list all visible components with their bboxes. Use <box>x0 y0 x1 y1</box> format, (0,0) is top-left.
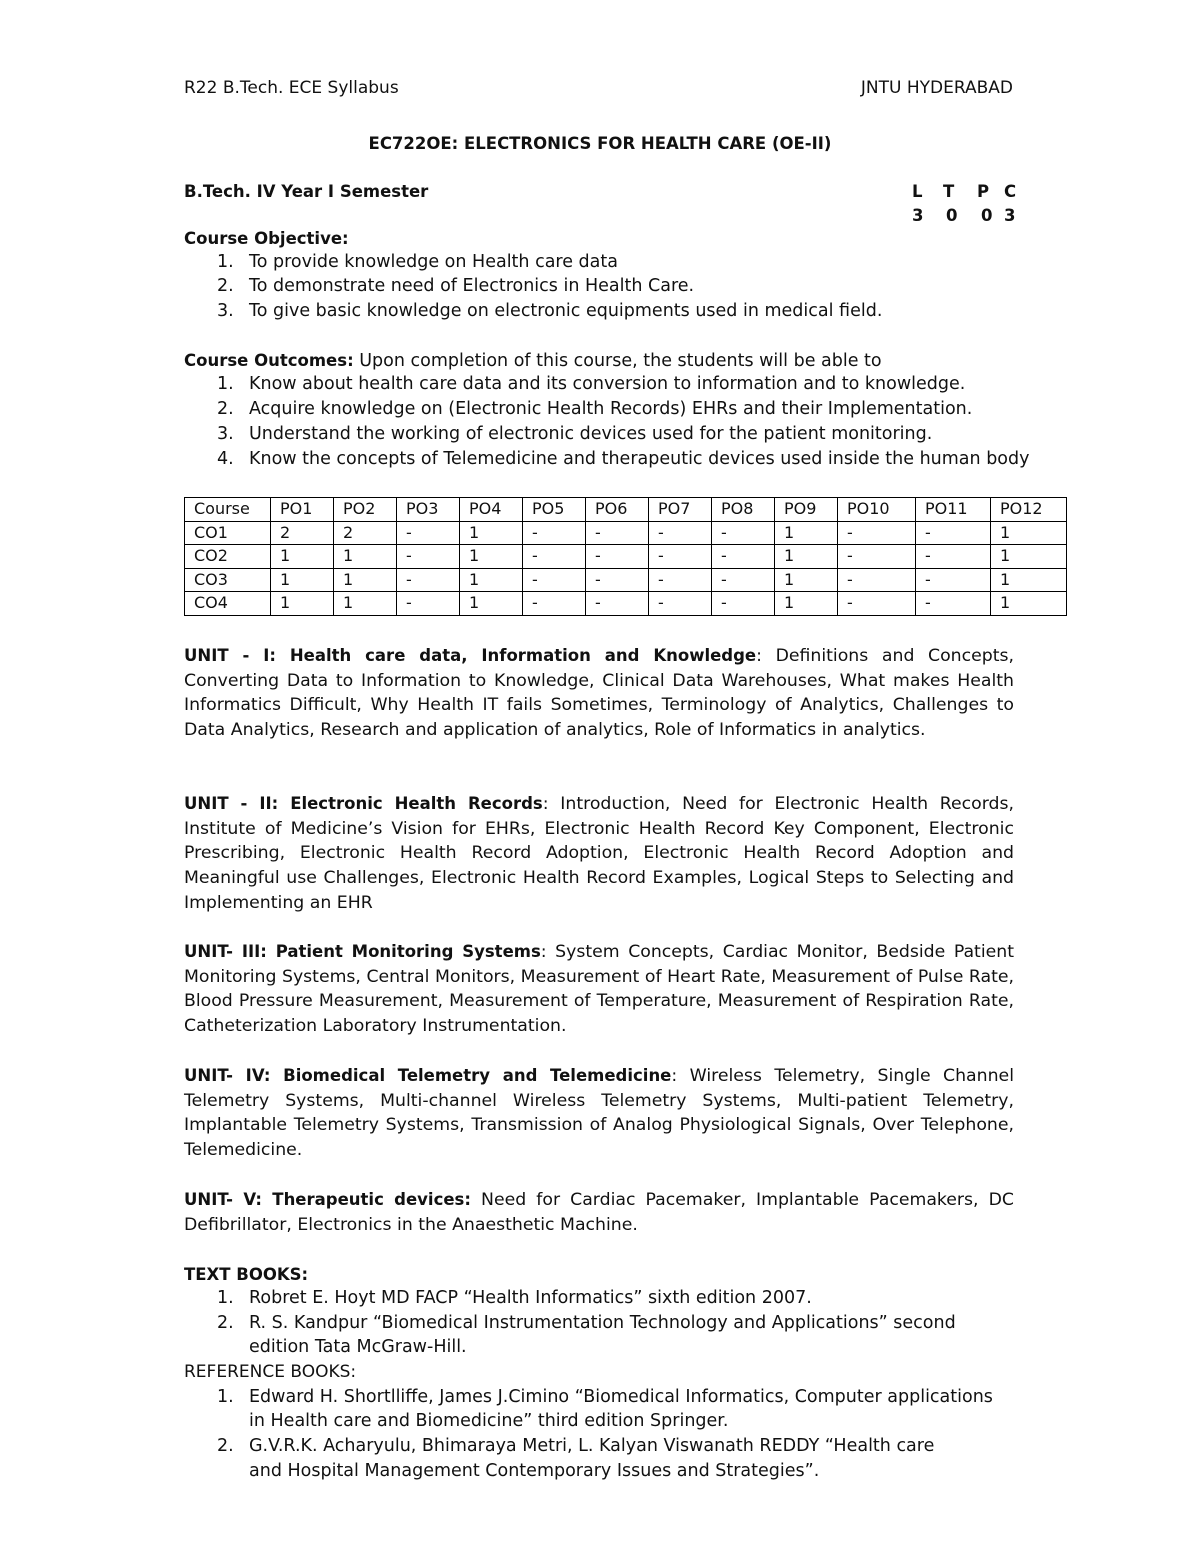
table-cell: - <box>523 545 586 569</box>
running-header-left: R22 B.Tech. ECE Syllabus <box>184 78 399 98</box>
table-row <box>185 545 1067 569</box>
table-cell: CO2 <box>185 545 271 569</box>
table-cell: - <box>586 592 649 616</box>
table-cell: - <box>397 521 460 545</box>
table-cell: 2 <box>334 521 397 545</box>
table-header-cell: PO2 <box>334 498 397 522</box>
table-cell: - <box>649 521 712 545</box>
table-cell: - <box>586 545 649 569</box>
table-cell: - <box>523 521 586 545</box>
semester-label: B.Tech. IV Year I Semester <box>184 182 429 201</box>
ltpc-label-c: C <box>1004 182 1017 201</box>
text-book-item: 1. Robret E. Hoyt MD FACP “Health Informatics” sixth edition 2007. <box>217 1288 812 1308</box>
unit-1-heading: UNIT - I: Health care data, Information and Knowledge <box>184 646 757 665</box>
table-cell: 1 <box>775 545 838 569</box>
table-cell: CO4 <box>185 592 271 616</box>
table-cell: - <box>838 592 916 616</box>
table-header-cell: PO6 <box>586 498 649 522</box>
table-cell: - <box>712 592 775 616</box>
table-header-cell: Course <box>185 498 271 522</box>
outcome-item: 2. Acquire knowledge on (Electronic Health Records) EHRs and their Implementation. <box>217 399 973 419</box>
table-cell: CO1 <box>185 521 271 545</box>
table-header-cell: PO8 <box>712 498 775 522</box>
objective-item: 1. To provide knowledge on Health care data <box>217 252 618 272</box>
text-books-heading: TEXT BOOKS: <box>184 1265 309 1284</box>
table-header-cell: PO4 <box>460 498 523 522</box>
table-cell: 1 <box>991 545 1067 569</box>
table-header-cell: PO11 <box>916 498 991 522</box>
table-cell: - <box>397 568 460 592</box>
outcome-item: 1. Know about health care data and its conversion to information and to knowledge. <box>217 374 966 394</box>
table-cell: - <box>523 568 586 592</box>
unit-4-heading: UNIT- IV: Biomedical Telemetry and Telemedicine <box>184 1066 672 1085</box>
reference-book-item-continued: and Hospital Management Contemporary Issues and Strategies”. <box>249 1461 820 1481</box>
course-title: EC722OE: ELECTRONICS FOR HEALTH CARE (OE-II) <box>368 134 832 153</box>
table-cell: - <box>712 545 775 569</box>
unit-4-paragraph: UNIT- IV: Biomedical Telemetry and Telemedicine: Wireless Telemetry, Single Channel Telemetry Systems, Multi-channel Wireless Telemetry Systems, Multi-patient Telemetry, Implantable Telemetry Systems, Transmission of Analog Physiological Signals, Over Telephone, Telemedicine. <box>184 1066 1014 1161</box>
reference-book-item: 2. G.V.R.K. Acharyulu, Bhimaraya Metri, L. Kalyan Viswanath REDDY “Health care <box>217 1436 935 1456</box>
table-cell: 1 <box>460 592 523 616</box>
table-row <box>185 521 1067 545</box>
running-header-right: JNTU HYDERABAD <box>860 78 1013 98</box>
objective-heading: Course Objective: <box>184 229 349 248</box>
table-cell: - <box>397 545 460 569</box>
outcome-item: 4. Know the concepts of Telemedicine and therapeutic devices used inside the human body <box>217 449 1030 469</box>
table-cell: 1 <box>334 545 397 569</box>
table-cell: 2 <box>271 521 334 545</box>
table-cell: - <box>838 545 916 569</box>
table-cell: 1 <box>460 521 523 545</box>
table-header-cell: PO10 <box>838 498 916 522</box>
table-header-row <box>185 498 1067 522</box>
ltpc-label-t: T <box>943 182 955 201</box>
co-po-mapping-table <box>184 497 1067 616</box>
unit-5-paragraph: UNIT- V: Therapeutic devices: Need for Cardiac Pacemaker, Implantable Pacemakers, DC Defibrillator, Electronics in the Anaesthetic Machine. <box>184 1190 1014 1235</box>
table-cell: 1 <box>271 568 334 592</box>
table-cell: 1 <box>775 568 838 592</box>
table-cell: 1 <box>334 592 397 616</box>
table-cell: - <box>649 545 712 569</box>
ltpc-value-l: 3 <box>912 206 924 225</box>
table-header-cell: PO9 <box>775 498 838 522</box>
table-header-cell: PO12 <box>991 498 1067 522</box>
table-row <box>185 592 1067 616</box>
table-header-cell: PO3 <box>397 498 460 522</box>
table-cell: 1 <box>334 568 397 592</box>
unit-1-paragraph: UNIT - I: Health care data, Information and Knowledge: Definitions and Concepts, Converting Data to Information to Knowledge, Clinical Data Warehouses, What makes Health Informatics Difficult, Why Health IT fails Sometimes, Terminology of Analytics, Challenges to Data Analytics, Research and application of analytics, Role of Informatics in analytics. <box>184 646 1015 741</box>
table-cell: 1 <box>460 545 523 569</box>
table-cell: 1 <box>991 521 1067 545</box>
table-cell: - <box>916 545 991 569</box>
reference-book-item-continued: in Health care and Biomedicine” third edition Springer. <box>249 1411 729 1431</box>
table-header-cell: PO5 <box>523 498 586 522</box>
table-cell: 1 <box>271 545 334 569</box>
outcomes-intro: Course Outcomes: Upon completion of this course, the students will be able to <box>184 351 882 371</box>
table-row <box>185 568 1067 592</box>
unit-3-paragraph: UNIT- III: Patient Monitoring Systems: System Concepts, Cardiac Monitor, Bedside Patient Monitoring Systems, Central Monitors, Measurement of Heart Rate, Measurement of Pulse Rate, Blood Pressure Measurement, Measurement of Temperature, Measurement of Respiration Rate, Catheterization Laboratory Instrumentation. <box>184 942 1014 1037</box>
table-cell: - <box>916 521 991 545</box>
ltpc-label-l: L <box>912 182 923 201</box>
table-cell: 1 <box>991 592 1067 616</box>
table-cell: 1 <box>991 568 1067 592</box>
table-cell: 1 <box>271 592 334 616</box>
unit-5-heading: UNIT- V: Therapeutic devices: <box>184 1190 471 1209</box>
reference-books-heading: REFERENCE BOOKS: <box>184 1362 357 1382</box>
table-header-cell: PO1 <box>271 498 334 522</box>
unit-3-heading: UNIT- III: Patient Monitoring Systems <box>184 942 541 961</box>
unit-2-paragraph: UNIT - II: Electronic Health Records: Introduction, Need for Electronic Health Records, Institute of Medicine’s Vision for EHRs, Electronic Health Record Key Component, Electronic Prescribing, Electronic Health Record Adoption, Electronic Health Record Adoption and Meaningful use Challenges, Electronic Health Record Examples, Logical Steps to Selecting and Implementing an EHR <box>184 794 1014 913</box>
unit-2-heading: UNIT - II: Electronic Health Records <box>184 794 543 813</box>
table-cell: - <box>649 568 712 592</box>
table-cell: - <box>397 592 460 616</box>
table-cell: - <box>649 592 712 616</box>
text-book-item: 2. R. S. Kandpur “Biomedical Instrumentation Technology and Applications” second <box>217 1313 956 1333</box>
table-cell: - <box>712 568 775 592</box>
table-cell: - <box>916 568 991 592</box>
text-book-item-continued: edition Tata McGraw-Hill. <box>249 1337 467 1357</box>
table-header-cell: PO7 <box>649 498 712 522</box>
ltpc-label-p: P <box>977 182 990 201</box>
table-cell: - <box>712 521 775 545</box>
table-cell: - <box>838 568 916 592</box>
objective-item: 2. To demonstrate need of Electronics in Health Care. <box>217 276 695 296</box>
ltpc-value-p: 0 <box>981 206 993 225</box>
table-cell: - <box>586 568 649 592</box>
objective-item: 3. To give basic knowledge on electronic equipments used in medical field. <box>217 301 883 321</box>
table-cell: - <box>916 592 991 616</box>
reference-book-item: 1. Edward H. Shortlliffe, James J.Cimino “Biomedical Informatics, Computer applications <box>217 1387 993 1407</box>
table-cell: - <box>838 521 916 545</box>
table-cell: CO3 <box>185 568 271 592</box>
table-cell: 1 <box>775 521 838 545</box>
table-cell: 1 <box>775 592 838 616</box>
table-cell: - <box>586 521 649 545</box>
table-cell: 1 <box>460 568 523 592</box>
table-cell: - <box>523 592 586 616</box>
ltpc-value-c: 3 <box>1004 206 1016 225</box>
outcome-item: 3. Understand the working of electronic devices used for the patient monitoring. <box>217 424 933 444</box>
ltpc-value-t: 0 <box>946 206 958 225</box>
